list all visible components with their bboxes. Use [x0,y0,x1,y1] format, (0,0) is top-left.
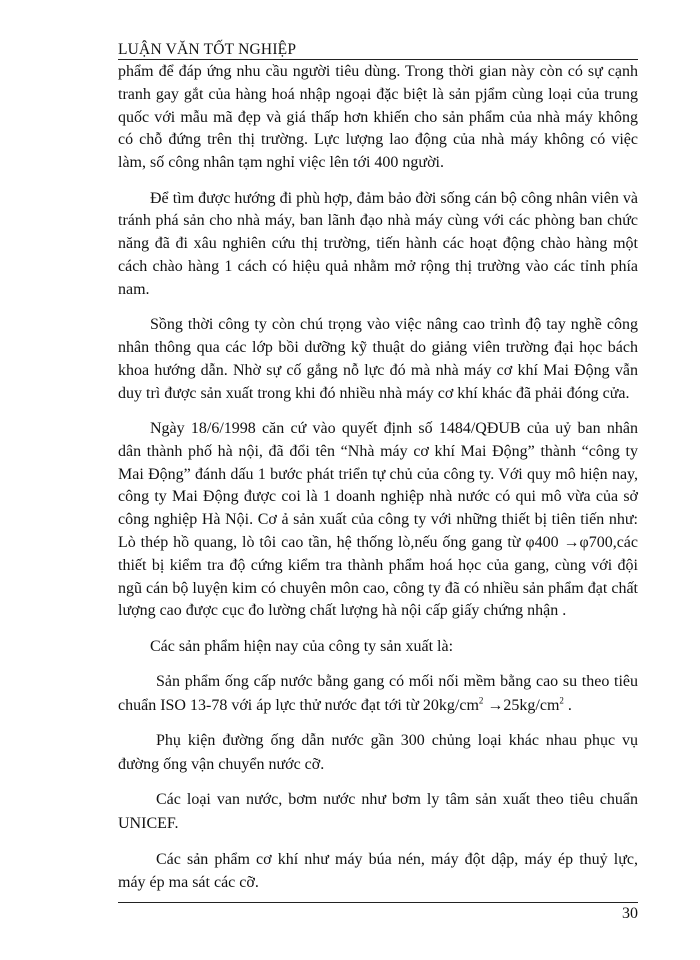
page-number: 30 [622,905,638,922]
page-body [118,61,638,908]
running-header: LUẬN VĂN TỐT NGHIỆP [118,41,297,58]
list-item-text: Các sản phẩm cơ khí như máy búa nén, máy đột dập, máy ép thuỷ lực, máy ép ma sát các cỡ. [118,850,638,892]
header-divider [118,59,638,60]
superscript: 2 [478,695,484,706]
list-item [118,671,638,718]
list-item-text: Phụ kiện đường ống dẫn nước gần 300 chủng loại khác nhau phục vụ đường ống vận chuyển nước cỡ. [118,732,638,774]
list-item [118,730,638,777]
list-item [118,789,638,836]
list-item-text: . [563,696,572,714]
list-item-text: Sản phẩm ống cấp nước bằng gang có mối nối mềm bằng cao su theo tiêu chuẩn ISO 13-78 với áp lực thử nước đạt tới từ 20kg/cm [118,673,638,714]
list-item-text: →25kg/cm [483,696,560,714]
paragraph: Ngày 18/6/1998 căn cứ vào quyết định số 1484/QĐUB của uỷ ban nhân dân thành phố hà nội, đã đổi tên “Nhà máy cơ khí Mai Động” thành “công ty Mai Động” đánh dấu 1 bước phát triển tự chủ của công ty. Với quy mô hiện nay, công ty Mai Động được coi là 1 doanh nghiệp nhà nước có qui mô vừa của sở công nghiệp Hà Nội. Cơ ả sản xuất của công ty với những thiết bị tiên tiến như: Lò thép hồ quang, lò tôi cao tần, hệ thống lò,nếu ống gang từ φ400 →φ700,các thiết bị kiểm tra độ cứng kiểm tra thành phẩm hoá học của gang, cùng với đội ngũ cán bộ luyện kim có chuyên môn cao, công ty đã có nhiều sản phẩm đạt chất lượng cao được cục đo lường chất lượng hà nội cấp giấy chứng nhận . [118,419,638,620]
superscript: 2 [559,695,564,706]
paragraph: phẩm để đáp ứng nhu cầu người tiêu dùng. Trong thời gian này còn có sự cạnh tranh gay gắt của hàng hoá nhập ngoại đặc biệt là sản pjẩm cùng loại của trung quốc với mẫu mã đẹp và giá thấp hơn khiến cho sản phẩm của nhà máy không có chỗ đứng trên thị trường. Lực lượng lao động của nhà máy không có việc làm, số công nhân tạm nghỉ việc lên tới 400 người. [118,63,638,172]
list-item [118,849,638,896]
paragraph: Để tìm được hướng đi phù hợp, đảm bảo đời sống cán bộ công nhân viên và tránh phá sản cho nhà máy, ban lãnh đạo nhà máy cùng với các phòng ban chức năng đã đi xâu nghiên cứu thị trường, tiến hành các hoạt động chào hàng một cách chào hàng 1 cách có hiệu quả nhằm mở rộng thị trường vào các tỉnh phía nam. [118,189,638,298]
paragraph: Các sản phẩm hiện nay của công ty sản xuất là: [150,637,454,655]
paragraph: Sồng thời công ty còn chú trọng vào việc nâng cao trình độ tay nghề công nhân thông qua các lớp bồi dưỡng kỹ thuật do giảng viên trường đại học bách khoa hướng dẫn. Nhờ sự cố gắng nỗ lực đó mà nhà máy cơ khí Mai Động vẫn duy trì được sản xuất trong khi đó nhiều nhà máy cơ khí khác đã phải đóng cửa. [118,316,638,402]
list-item-text: Các loại van nước, bơm nước như bơm ly tâm sản xuất theo tiêu chuẩn UNICEF. [118,791,638,833]
footer-divider [118,902,638,903]
